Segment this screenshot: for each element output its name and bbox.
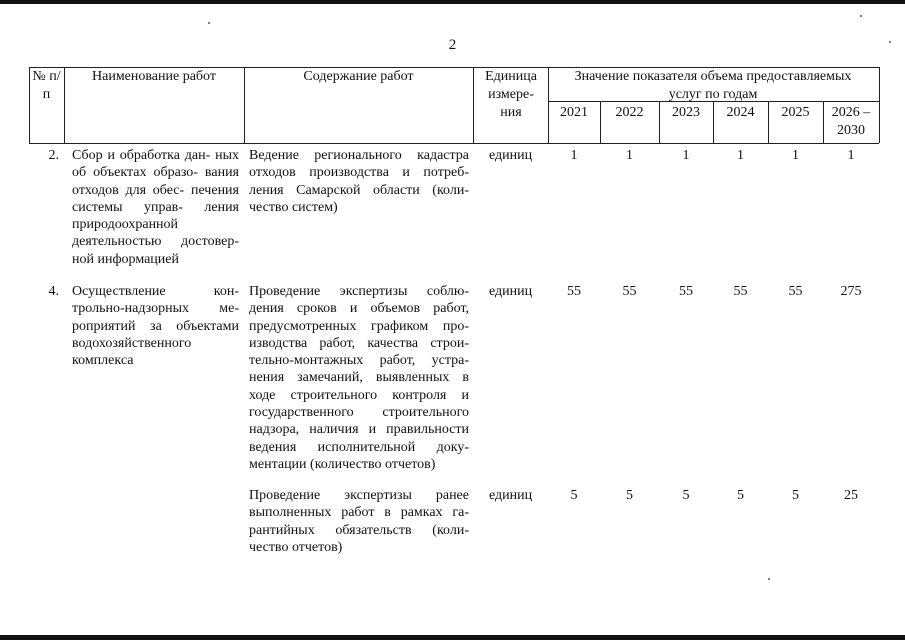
row-value: 55 [679,284,693,299]
row-work-content: Проведение экспертизы соблю- дения сроков и объемов работ, предусмотренных графиком про- изводства работ, качества строи- тельно-монтажных работ, устра- нения замечаний, выявленных в ходе строительного контроля и государственного строительного надзора, наличия и правильности ведения исполнительной доку- ментации (количество отчетов) [249,284,469,472]
row-value: 5 [737,488,744,503]
row-value: 55 [788,284,803,299]
row-value: 1 [847,148,855,163]
row-unit: единиц [489,284,533,299]
row-unit: единиц [489,488,533,503]
row-value: 55 [733,284,748,299]
header-number: № п/п [32,69,61,102]
header-year: 2023 [672,105,700,120]
row-work-content: Ведение регионального кадастра отходов производства и потреб- ления Самарской области (коли- чество систем) [249,148,469,215]
header-year: 2024 [726,105,755,120]
header-year: 2025 [781,105,810,120]
row-work-name: Осуществление кон- трольно-надзорных ме- роприятий за объектами водохозяйственного комплекса [72,284,239,369]
header-year: 2021 [560,105,588,120]
header-work-name: Наименование работ [92,69,216,84]
row-value: 1 [626,148,633,163]
header-year: 2022 [615,105,644,120]
row-value: 5 [792,488,799,503]
header-values-title: Значение показателя объема предоставляемых услуг по годам [574,69,852,102]
row-value: 275 [840,284,862,299]
row-value: 55 [622,284,637,299]
row-value: 5 [570,488,578,503]
scan-speck [768,578,770,580]
row-value: 1 [682,148,690,163]
scan-speck [860,15,862,17]
page-number: 2 [448,37,457,53]
header-work-content: Содержание работ [303,69,414,84]
row-value: 1 [792,148,799,163]
row-work-name: Сбор и обработка дан- ных об объектах образо- вания отходов для обес- печения системы управ- ления природоохранной деятельностью достовер- ной информацией [72,148,239,267]
row-number: 4. [48,284,59,299]
row-work-content: Проведение экспертизы ранее выполненных работ в рамках га- рантийных обязательств (коли- чество отчетов) [249,488,469,555]
row-value: 25 [844,488,858,503]
row-value: 1 [570,148,578,163]
scan-border-bottom [0,635,905,640]
row-unit: единиц [489,148,533,163]
header-unit: Единица измере- ния [485,69,537,120]
row-value: 55 [567,284,581,299]
row-value: 5 [626,488,633,503]
scan-speck [208,22,210,24]
header-year: 2026 – 2030 [831,105,871,138]
row-value: 1 [737,148,744,163]
row-number: 2. [48,148,59,163]
scan-border-top [0,0,905,4]
row-value: 5 [682,488,690,503]
